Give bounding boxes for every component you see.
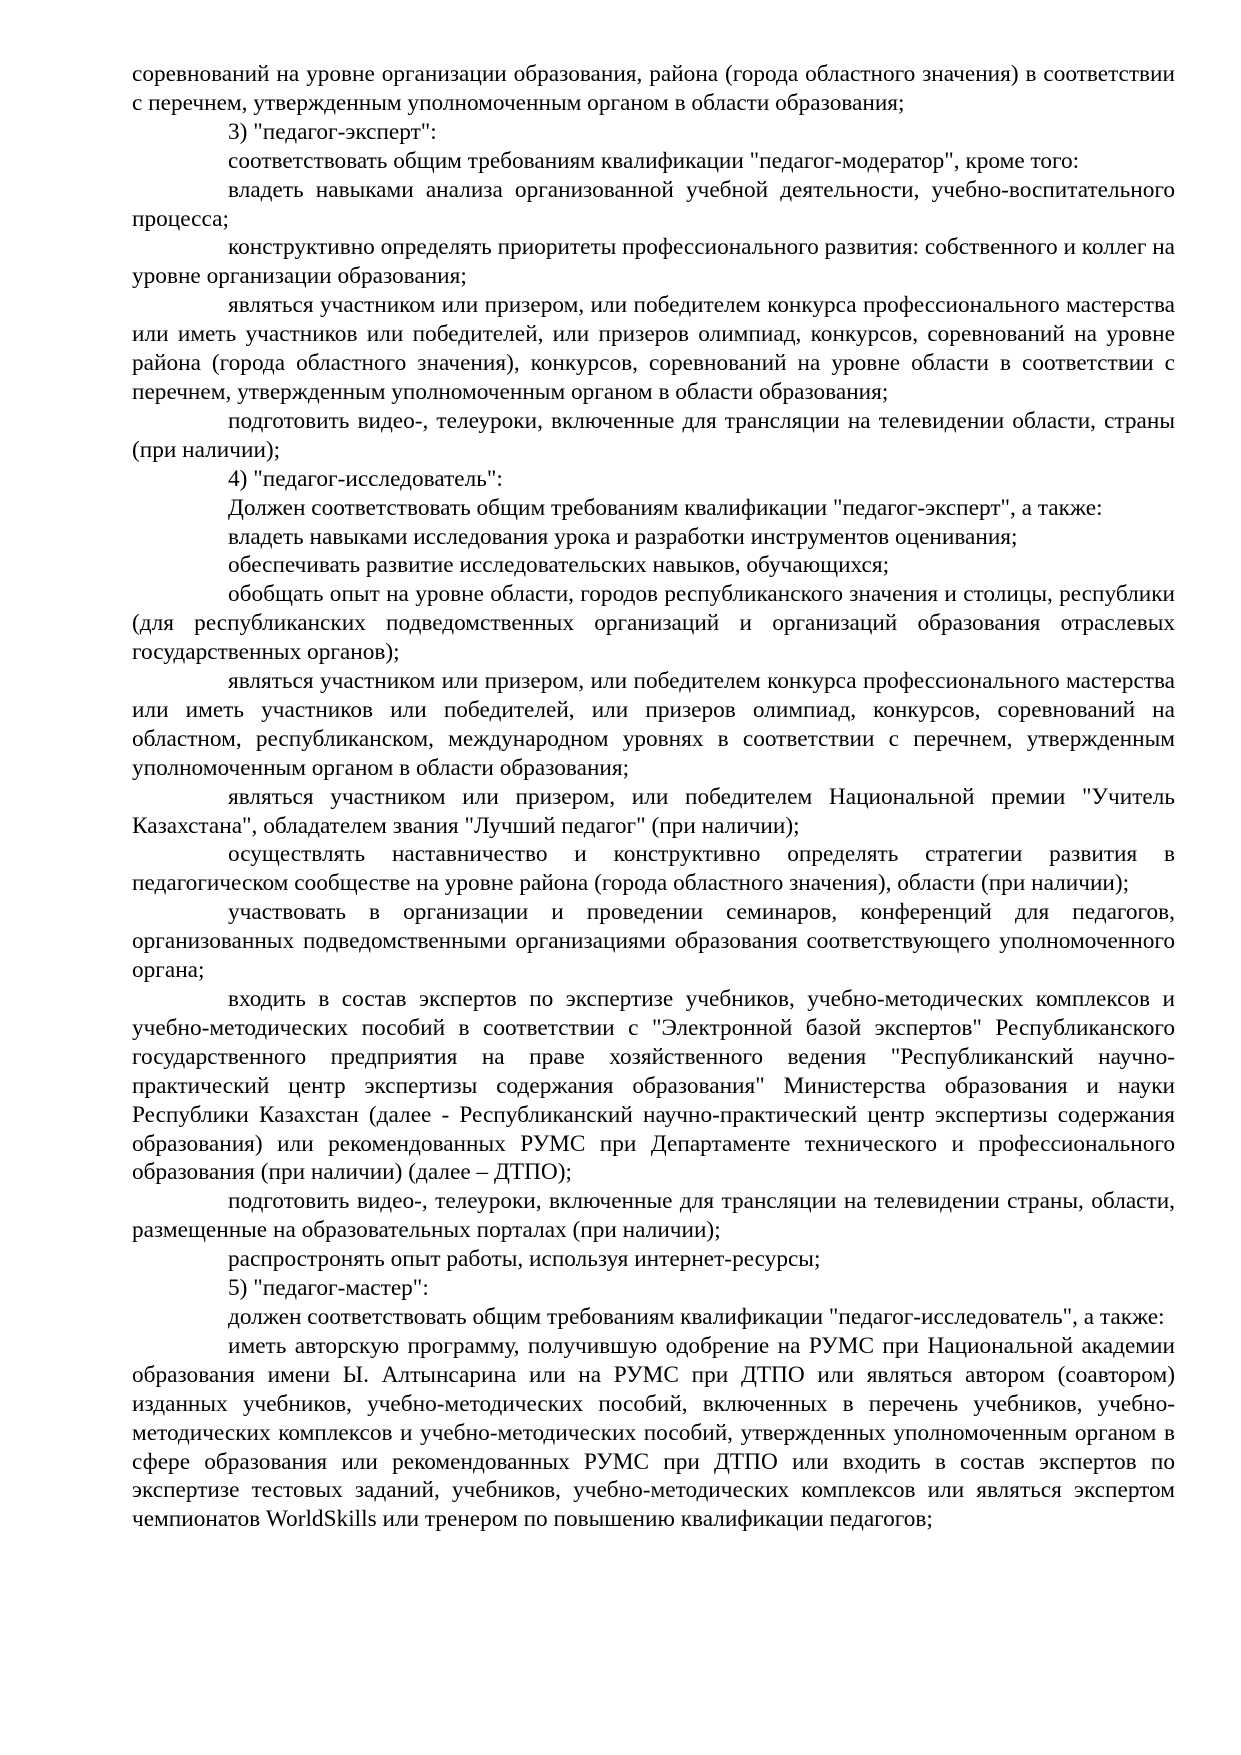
paragraph: участвовать в организации и проведении семинаров, конференций для педагогов, организованных подведомственными организациями образования соответствующего уполномоченного органа; [132, 899, 1175, 984]
paragraph: распростронять опыт работы, используя интернет-ресурсы; [228, 1246, 821, 1273]
paragraph: Должен соответствовать общим требованиям квалификации "педагог-эксперт", а также: [228, 494, 1103, 521]
paragraph: являться участником или призером, или победителем конкурса профессионального мастерства или иметь участников или победителей, или призеров олимпиад, конкурсов, соревнований на областном, республиканском, международном уровнях в соответствии с перечнем, утвержденным уполномоченным органом в области образования; [132, 668, 1175, 781]
paragraph: осуществлять наставничество и конструктивно определять стратегии развития в педагогическом сообществе на уровне района (города областного значения), области (при наличии); [132, 841, 1175, 897]
paragraph: конструктивно определять приоритеты профессионального развития: собственного и коллег на уровне организации образования; [132, 234, 1176, 290]
paragraph: обеспечивать развитие исследовательских навыков, обучающихся; [228, 552, 890, 579]
paragraph: входить в состав экспертов по экспертизе учебников, учебно-методических комплексов и учебно-методических пособий в соответствии с "Электронной базой экспертов" Республиканского государственного предприятия на праве хозяйственного ведения "Республиканский научно-практический центр экспертизы содержания образования" Министерства образования и науки Республики Казахстан (далее - Республиканский научно-практический центр экспертизы содержания образования) или рекомендованных РУМС при Департаменте технического и профессионального образования (при наличии) (далее – ДТПО); [132, 986, 1175, 1186]
paragraph: соревнований на уровне организации образования, района (города областного значения) в соответствии с перечнем, утвержденным уполномоченным органом в области образования; [132, 61, 1175, 116]
paragraph: владеть навыками анализа организованной учебной деятельности, учебно-воспитательного процесса; [132, 176, 1175, 232]
paragraph: являться участником или призером, или победителем Национальной премии "Учитель Казахстана", обладателем звания "Лучший педагог" (при наличии); [132, 783, 1175, 839]
paragraph: соответствовать общим требованиям квалификации "педагог-модератор", кроме того: [228, 147, 1080, 174]
section-heading-pedagog-master: 5) "педагог-мастер": [228, 1275, 429, 1302]
paragraph: обобщать опыт на уровне области, городов республиканского значения и столицы, республики (для республиканских подведомственных организаций и организаций образования отраслевых государственных органов); [132, 581, 1175, 666]
document-page [132, 60, 1175, 1534]
paragraph: являться участником или призером, или победителем конкурса профессионального мастерства или иметь участников или победителей, или призеров олимпиад, конкурсов, соревнований на уровне района (города областного значения), конкурсов, соревнований на уровне области в соответствии с перечнем, утвержденным уполномоченным органом в области образования; [132, 292, 1175, 405]
paragraph: подготовить видео-, телеуроки, включенные для трансляции на телевидении области, страны (при наличии); [132, 407, 1175, 463]
paragraph: подготовить видео-, телеуроки, включенные для трансляции на телевидении страны, области, размещенные на образовательных порталах (при наличии); [132, 1188, 1175, 1244]
paragraph: иметь авторскую программу, получившую одобрение на РУМС при Национальной академии образования имени Ы. Алтынсарина или на РУМС при ДТПО или являться автором (соавтором) изданных учебников, учебно-методических пособий, включенных в перечень учебников, учебно-методических комплексов и учебно-методических пособий, утвержденных уполномоченным органом в сфере образования или рекомендованных РУМС при ДТПО или входить в состав экспертов по экспертизе тестовых заданий, учебников, учебно-методических комплексов или являться экспертом чемпионатов WorldSkills или тренером по повышению квалификации педагогов; [132, 1332, 1175, 1533]
section-heading-pedagog-expert: 3) "педагог-эксперт": [228, 118, 437, 145]
paragraph: должен соответствовать общим требованиям квалификации "педагог-исследователь", а также: [228, 1303, 1165, 1330]
section-heading-pedagog-researcher: 4) "педагог-исследователь": [228, 465, 503, 492]
paragraph: владеть навыками исследования урока и разработки инструментов оценивания; [228, 523, 1018, 550]
